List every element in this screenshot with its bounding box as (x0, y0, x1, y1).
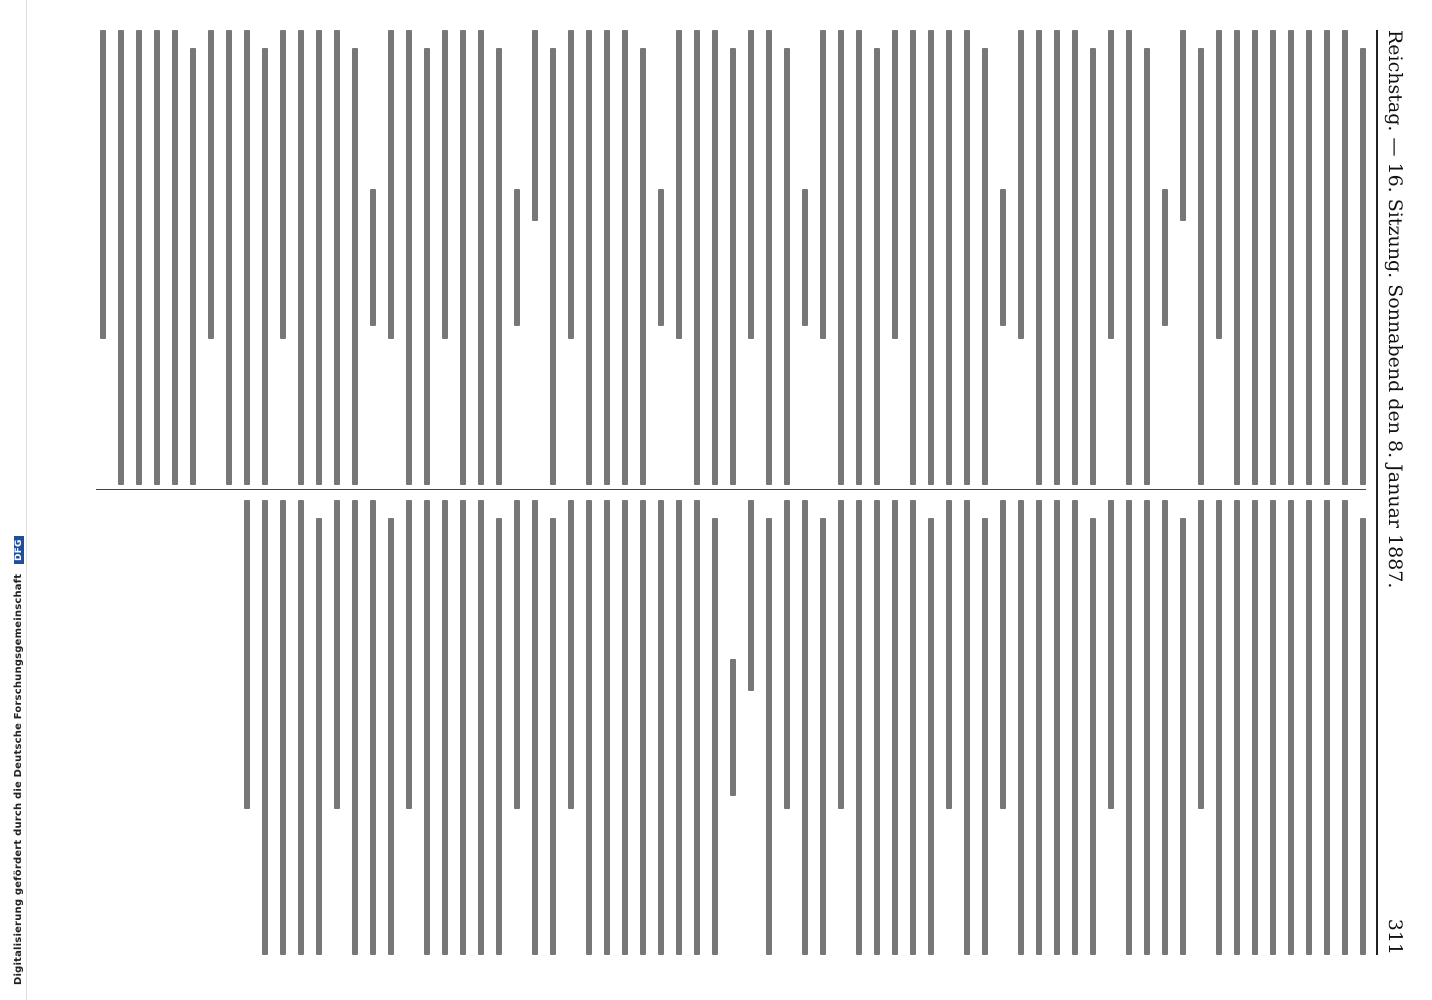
text-line (1018, 500, 1024, 955)
column-text-left (96, 30, 1366, 485)
text-paragraph (442, 30, 502, 485)
text-line (568, 30, 574, 339)
text-line (352, 48, 358, 485)
scan-credit-text: Digitalisierung gefördert durch die Deutsche Forschungsgemeinschaft (13, 573, 24, 985)
text-line (892, 500, 898, 955)
scan-credit-strip (0, 0, 27, 1000)
text-paragraph (568, 30, 646, 485)
text-line (946, 30, 952, 485)
text-line (1144, 48, 1150, 485)
text-line (766, 518, 772, 955)
text-paragraph (514, 500, 556, 955)
text-line (478, 500, 484, 955)
text-line (1198, 48, 1204, 485)
text-paragraph (388, 30, 430, 485)
text-line (1342, 30, 1348, 485)
text-paragraph (532, 30, 556, 485)
text-line (1252, 500, 1258, 955)
text-line (802, 189, 808, 326)
text-line (784, 500, 790, 809)
text-line (982, 518, 988, 955)
text-line (892, 30, 898, 339)
text-line (1198, 500, 1204, 809)
text-line (190, 48, 196, 485)
text-line (712, 518, 718, 955)
text-line (730, 659, 736, 796)
text-line (1342, 500, 1348, 955)
text-line (586, 500, 592, 955)
text-line (262, 500, 268, 955)
text-line (532, 500, 538, 955)
text-paragraph (730, 500, 736, 955)
text-line (1360, 518, 1366, 955)
text-line (118, 30, 124, 485)
text-paragraph (1180, 30, 1204, 485)
text-line (334, 30, 340, 485)
text-line (1324, 500, 1330, 955)
text-line (280, 500, 286, 955)
text-line (406, 30, 412, 485)
text-line (496, 518, 502, 955)
text-line (298, 500, 304, 955)
text-line (928, 30, 934, 485)
text-line (244, 500, 250, 809)
text-line (226, 30, 232, 485)
text-line (262, 48, 268, 485)
text-line (1306, 500, 1312, 955)
text-paragraph (208, 30, 268, 485)
text-line (820, 30, 826, 339)
text-line (604, 30, 610, 485)
text-line (622, 30, 628, 485)
text-line (1000, 500, 1006, 809)
text-paragraph (568, 500, 718, 955)
text-line (154, 30, 160, 485)
text-line (1144, 500, 1150, 955)
text-column-left (96, 30, 1366, 485)
text-paragraph (334, 500, 394, 955)
text-line (1054, 30, 1060, 485)
text-line (748, 30, 754, 339)
text-line (838, 500, 844, 809)
text-line (1126, 30, 1132, 485)
text-line (136, 30, 142, 485)
text-line (1108, 30, 1114, 339)
text-line (1090, 48, 1096, 485)
text-line (1036, 30, 1042, 485)
text-line (388, 30, 394, 339)
text-line (838, 30, 844, 485)
text-line (496, 48, 502, 485)
text-paragraph (838, 500, 934, 955)
text-line (1180, 30, 1186, 221)
text-line (460, 500, 466, 955)
text-line (1036, 500, 1042, 955)
text-paragraph (406, 500, 502, 955)
text-line (1090, 518, 1096, 955)
text-line (712, 30, 718, 485)
text-line (766, 30, 772, 485)
text-line (1072, 30, 1078, 485)
text-line (442, 30, 448, 339)
text-line (1306, 30, 1312, 485)
text-line (370, 500, 376, 955)
text-line (1000, 189, 1006, 326)
scan-credit (13, 536, 24, 985)
text-line (946, 500, 952, 809)
text-line (316, 518, 322, 955)
text-line (1234, 500, 1240, 955)
text-paragraph (100, 30, 196, 485)
text-line (874, 48, 880, 485)
text-line (676, 500, 682, 955)
text-column-right (96, 500, 1366, 955)
text-line (856, 30, 862, 485)
text-paragraph (514, 30, 520, 485)
text-line (676, 30, 682, 339)
text-line (640, 48, 646, 485)
text-line (352, 500, 358, 955)
text-line (1288, 500, 1294, 955)
text-paragraph (1018, 30, 1096, 485)
text-line (478, 30, 484, 485)
text-line (874, 500, 880, 955)
text-line (1234, 30, 1240, 485)
text-line (748, 500, 754, 691)
text-line (424, 500, 430, 955)
text-line (1162, 500, 1168, 955)
text-line (910, 500, 916, 955)
text-line (784, 48, 790, 485)
text-line (640, 500, 646, 955)
text-line (1216, 500, 1222, 955)
text-line (1270, 30, 1276, 485)
text-paragraph (1108, 500, 1186, 955)
text-line (964, 500, 970, 955)
text-line (244, 30, 250, 485)
text-line (1216, 30, 1222, 339)
text-paragraph (946, 500, 988, 955)
text-paragraph (1216, 30, 1366, 485)
page-number: 311 (1384, 918, 1406, 955)
text-line (856, 500, 862, 955)
text-line (406, 500, 412, 809)
running-head (1376, 30, 1408, 955)
text-line (532, 30, 538, 221)
text-paragraph (280, 30, 358, 485)
text-line (658, 189, 664, 326)
running-head-title: Reichstag. — 16. Sitzung. Sonnabend den 8. Januar 1887. (1384, 30, 1406, 589)
text-line (910, 30, 916, 485)
rotated-page (60, 0, 1432, 1000)
text-line (586, 30, 592, 485)
text-line (334, 500, 340, 809)
text-line (568, 500, 574, 809)
text-line (694, 500, 700, 955)
text-line (802, 500, 808, 955)
column-text-right (232, 500, 1366, 955)
text-line (622, 500, 628, 955)
column-divider (96, 489, 1366, 490)
text-paragraph (1108, 30, 1150, 485)
text-line (1126, 500, 1132, 955)
text-line (1252, 30, 1258, 485)
text-line (550, 48, 556, 485)
text-paragraph (370, 30, 376, 485)
text-paragraph (748, 500, 772, 955)
text-line (1018, 30, 1024, 339)
text-paragraph (892, 30, 988, 485)
text-line (208, 30, 214, 339)
text-paragraph (1198, 500, 1366, 955)
text-line (460, 30, 466, 485)
text-line (1324, 30, 1330, 485)
text-line (1288, 30, 1294, 485)
text-line (370, 189, 376, 326)
text-line (964, 30, 970, 485)
text-line (550, 518, 556, 955)
text-line (658, 500, 664, 955)
text-line (1072, 500, 1078, 955)
text-line (100, 30, 106, 339)
text-line (1180, 518, 1186, 955)
text-line (172, 30, 178, 485)
text-paragraph (748, 30, 790, 485)
text-line (514, 500, 520, 809)
text-line (604, 500, 610, 955)
text-line (1162, 189, 1168, 326)
text-line (928, 518, 934, 955)
text-paragraph (802, 30, 808, 485)
text-paragraph (1162, 30, 1168, 485)
text-line (694, 30, 700, 485)
text-line (820, 518, 826, 955)
dfg-logo: DFG (14, 536, 24, 564)
text-paragraph (820, 30, 880, 485)
text-line (442, 500, 448, 955)
text-line (982, 48, 988, 485)
text-line (1108, 500, 1114, 809)
text-line (388, 518, 394, 955)
text-line (316, 30, 322, 485)
text-paragraph (1000, 30, 1006, 485)
text-line (730, 48, 736, 485)
text-paragraph (658, 30, 664, 485)
text-paragraph (676, 30, 736, 485)
text-line (280, 30, 286, 339)
text-line (424, 48, 430, 485)
text-line (1054, 500, 1060, 955)
text-paragraph (1000, 500, 1096, 955)
text-line (1270, 500, 1276, 955)
text-line (298, 30, 304, 485)
text-line (514, 189, 520, 326)
text-paragraph (244, 500, 322, 955)
text-line (1360, 48, 1366, 485)
text-paragraph (784, 500, 826, 955)
